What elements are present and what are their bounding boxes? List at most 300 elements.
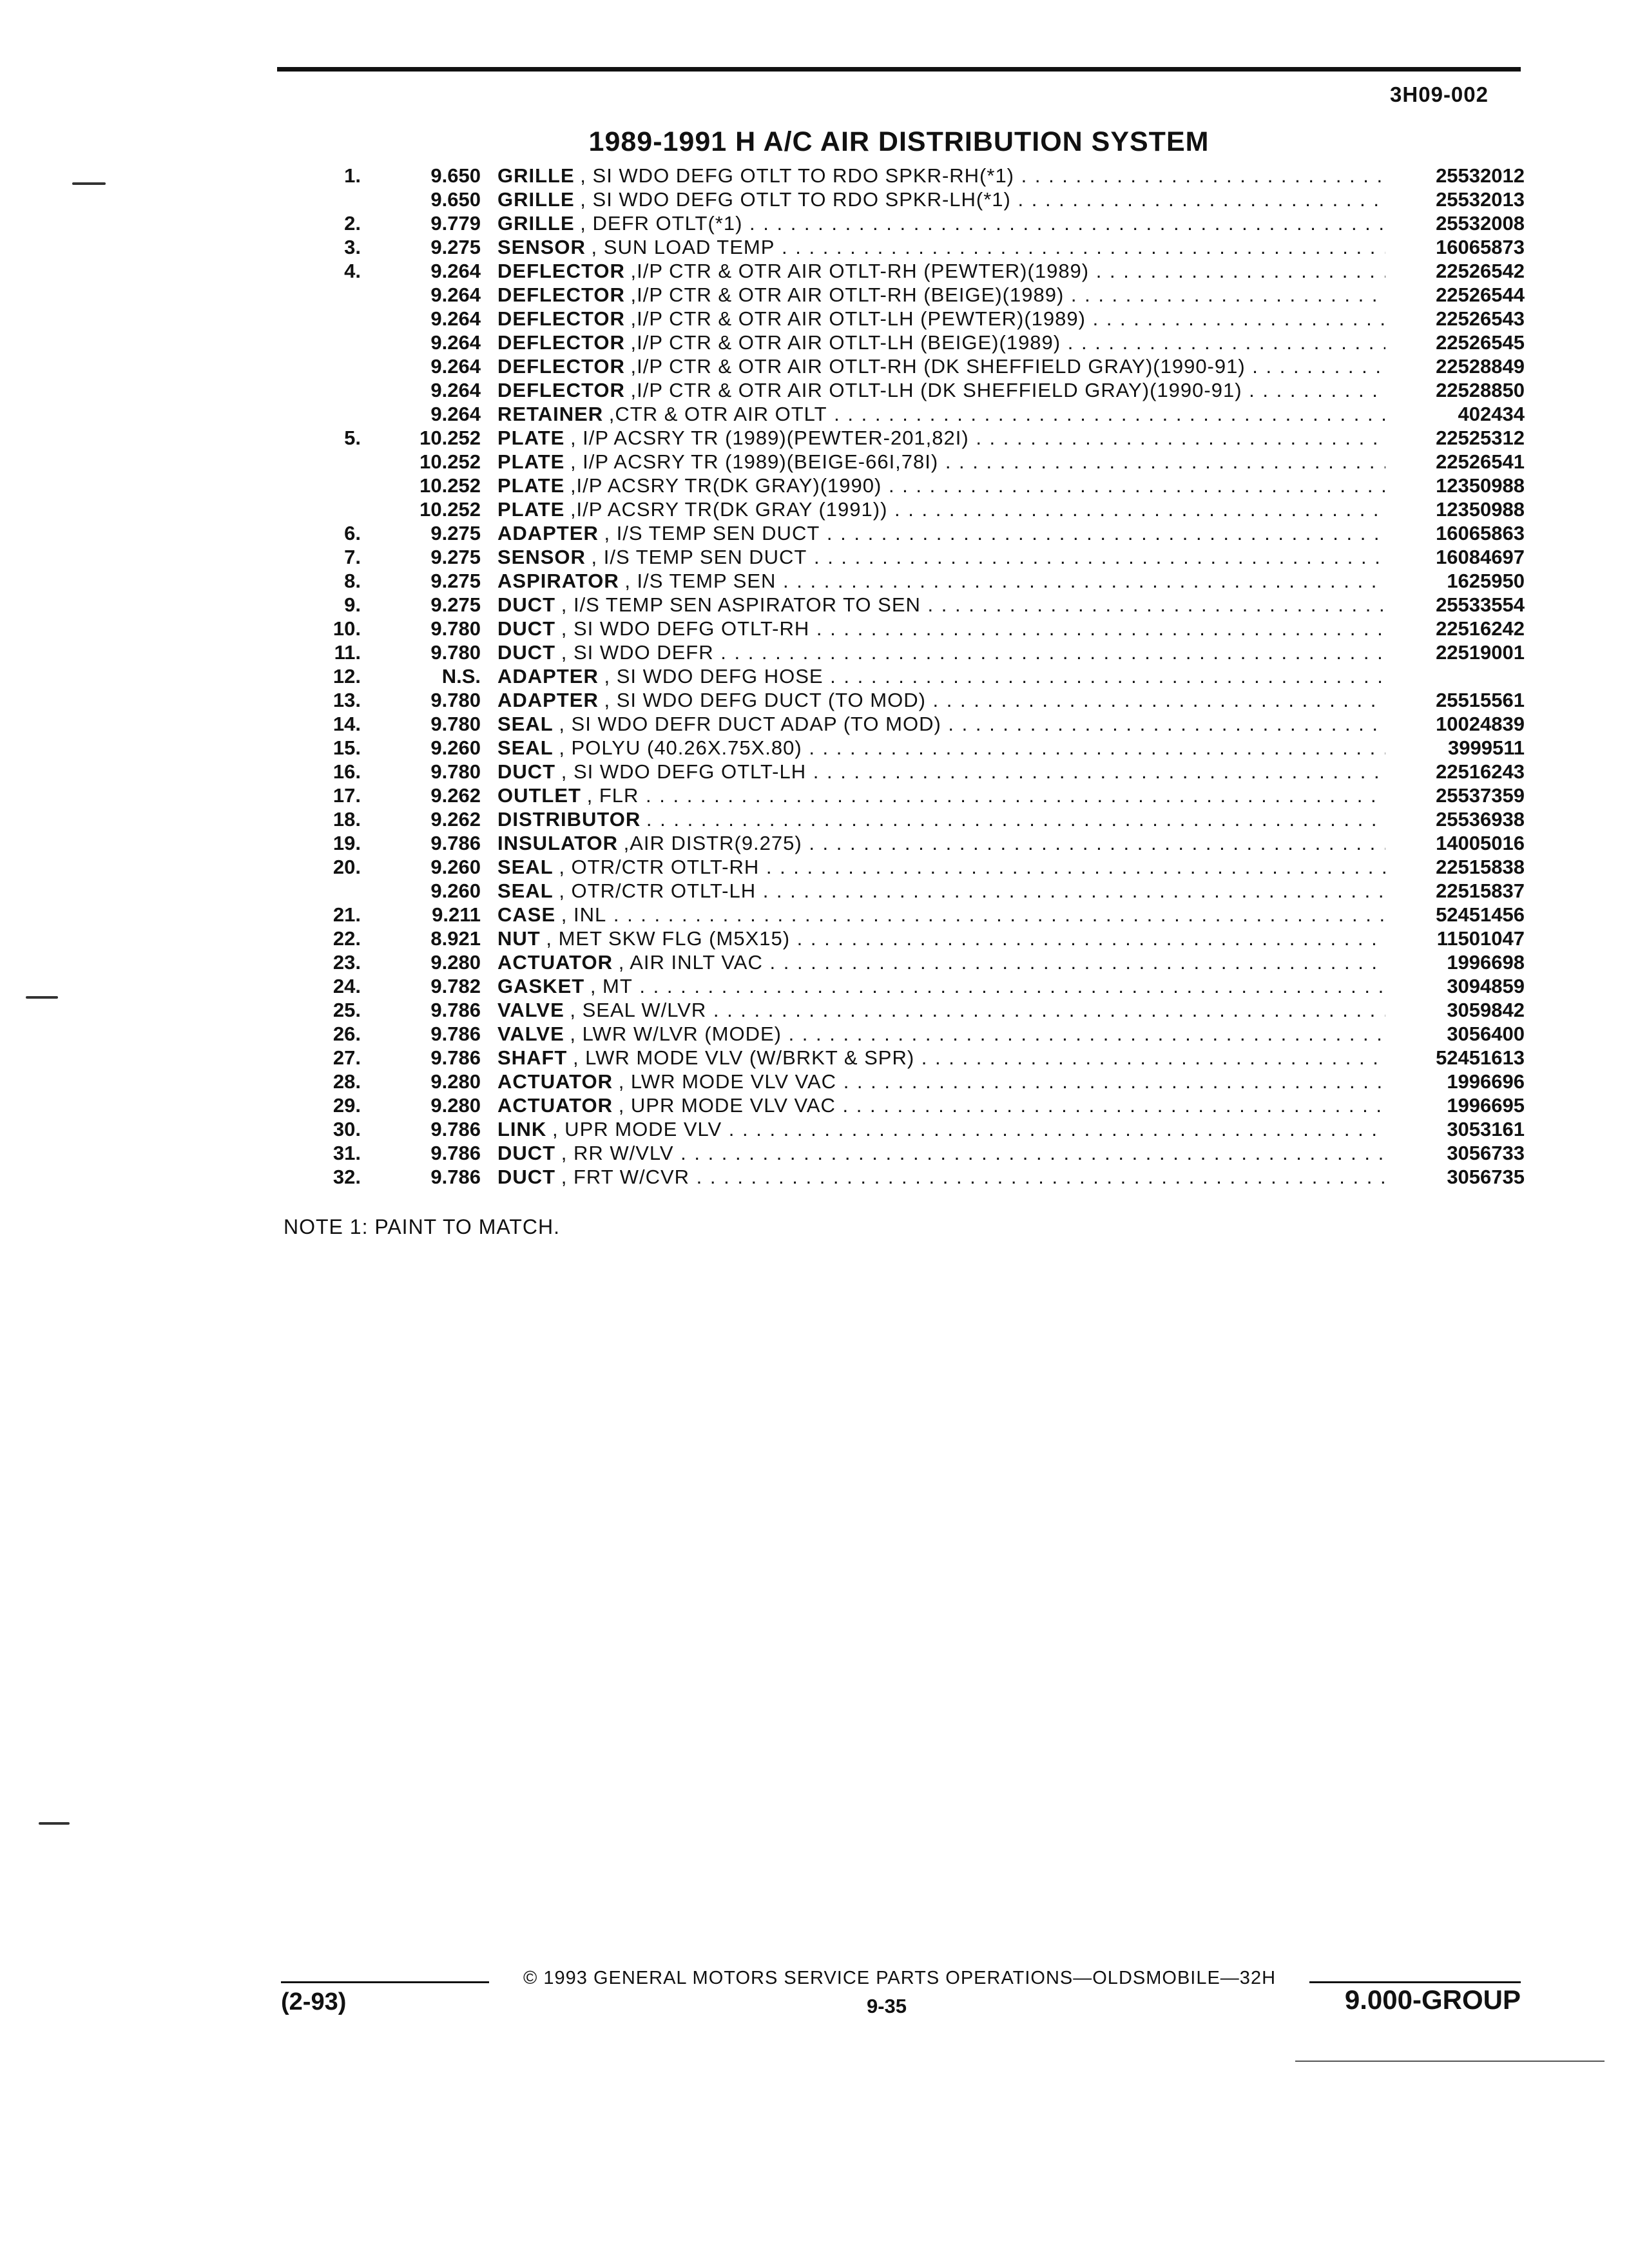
part-detail: , SI WDO DEFG DUCT (TO MOD): [604, 689, 926, 711]
part-name: OUTLET: [497, 784, 581, 807]
part-detail: , AIR INLT VAC: [618, 951, 763, 974]
part-name: GRILLE: [497, 212, 575, 235]
item-number: 24.: [333, 975, 361, 997]
item-number: 27.: [333, 1046, 361, 1069]
part-number: 1996695: [1385, 1093, 1525, 1117]
item-number: 17.: [333, 784, 361, 807]
part-description: [497, 998, 1387, 1022]
part-description: [497, 545, 1387, 569]
part-name: DUCT: [497, 593, 556, 616]
part-number: 14005016: [1385, 831, 1525, 855]
part-detail: , SI WDO DEFG OTLT-LH: [561, 760, 807, 783]
part-number: 22515838: [1385, 855, 1525, 879]
part-number: 3056733: [1385, 1141, 1525, 1165]
group-number: 9.264: [430, 284, 481, 306]
part-number: 11501047: [1385, 927, 1525, 950]
item-number: 23.: [333, 951, 361, 974]
part-row: [0, 378, 1629, 402]
item-number: 2.: [344, 212, 361, 235]
part-row: [0, 831, 1629, 855]
part-description: [497, 259, 1387, 283]
group-number: 9.260: [430, 736, 481, 759]
part-number: 25532008: [1385, 211, 1525, 235]
part-name: SEAL: [497, 713, 554, 735]
part-name: CASE: [497, 903, 556, 926]
part-row: [0, 450, 1629, 474]
part-detail: , I/S TEMP SEN DUCT: [604, 522, 820, 544]
part-number: 22526545: [1385, 331, 1525, 354]
item-number: 18.: [333, 808, 361, 831]
part-description: [497, 1141, 1387, 1165]
part-number: 1996698: [1385, 950, 1525, 974]
part-name: SEAL: [497, 856, 554, 878]
part-detail: , LWR MODE VLV VAC: [618, 1070, 837, 1093]
part-name: VALVE: [497, 1023, 564, 1045]
part-description: [497, 760, 1387, 783]
item-number: 16.: [333, 760, 361, 783]
part-description: [497, 354, 1387, 378]
part-number: 52451613: [1385, 1046, 1525, 1070]
part-number: 3053161: [1385, 1117, 1525, 1141]
group-number: 9.786: [430, 1046, 481, 1069]
part-name: ASPIRATOR: [497, 570, 619, 592]
part-row: [0, 879, 1629, 903]
part-number: 3056400: [1385, 1022, 1525, 1046]
part-detail: , UPR MODE VLV VAC: [618, 1094, 836, 1117]
part-name: DUCT: [497, 641, 556, 664]
part-number: 3059842: [1385, 998, 1525, 1022]
part-number: 22525312: [1385, 426, 1525, 450]
part-row: [0, 974, 1629, 998]
part-number: 402434: [1385, 402, 1525, 426]
part-description: [497, 164, 1387, 187]
group-number: 9.275: [430, 236, 481, 258]
part-row: [0, 474, 1629, 497]
part-description: [497, 1165, 1387, 1189]
part-number: 25532012: [1385, 164, 1525, 187]
group-number: 9.780: [430, 641, 481, 664]
group-number: 8.921: [430, 927, 481, 950]
item-number: 10.: [333, 617, 361, 640]
part-description: [497, 712, 1387, 736]
item-number: 29.: [333, 1094, 361, 1117]
part-description: [497, 1093, 1387, 1117]
part-detail: , RR W/VLV: [561, 1142, 674, 1164]
part-name: ACTUATOR: [497, 1070, 613, 1093]
group-number: 9.275: [430, 593, 481, 616]
part-name: NUT: [497, 927, 541, 950]
part-name: ACTUATOR: [497, 1094, 613, 1117]
part-number: 16084697: [1385, 545, 1525, 569]
part-description: [497, 307, 1387, 331]
revision-date: (2-93): [281, 1988, 347, 2015]
group-number: 9.786: [430, 1118, 481, 1140]
part-name: DUCT: [497, 1142, 556, 1164]
part-description: [497, 569, 1387, 593]
part-description: [497, 927, 1387, 950]
part-number: 3094859: [1385, 974, 1525, 998]
part-description: [497, 688, 1387, 712]
part-row: [0, 1070, 1629, 1093]
part-description: [497, 450, 1387, 474]
group-number: 9.262: [430, 808, 481, 831]
part-number: 12350988: [1385, 497, 1525, 521]
part-detail: ,AIR DISTR(9.275): [623, 832, 802, 854]
item-number: 20.: [333, 856, 361, 878]
part-detail: , LWR MODE VLV (W/BRKT & SPR): [572, 1046, 915, 1069]
part-row: [0, 1022, 1629, 1046]
part-name: SHAFT: [497, 1046, 568, 1069]
part-row: [0, 760, 1629, 783]
part-name: GRILLE: [497, 164, 575, 187]
group-number: N.S.: [441, 665, 481, 687]
part-name: DEFLECTOR: [497, 355, 625, 378]
part-name: SENSOR: [497, 236, 586, 258]
part-row: [0, 807, 1629, 831]
part-description: [497, 426, 1387, 450]
part-detail: , SI WDO DEFG OTLT TO RDO SPKR-LH(*1): [580, 188, 1011, 211]
part-description: [497, 807, 1387, 831]
part-detail: , FLR: [586, 784, 639, 807]
part-detail: , DEFR OTLT(*1): [580, 212, 743, 235]
part-row: [0, 235, 1629, 259]
part-name: VALVE: [497, 999, 564, 1021]
part-name: DEFLECTOR: [497, 331, 625, 354]
part-number: 22526544: [1385, 283, 1525, 307]
part-name: ADAPTER: [497, 665, 599, 687]
part-description: [497, 593, 1387, 617]
part-detail: , OTR/CTR OTLT-RH: [559, 856, 760, 878]
part-name: RETAINER: [497, 403, 604, 425]
part-detail: , I/P ACSRY TR (1989)(PEWTER-201,82I): [570, 427, 969, 449]
part-detail: , SI WDO DEFG HOSE: [604, 665, 824, 687]
part-name: DEFLECTOR: [497, 307, 625, 330]
part-detail: ,I/P CTR & OTR AIR OTLT-RH (DK SHEFFIELD GRAY)(1990-91): [630, 355, 1246, 378]
part-row: [0, 545, 1629, 569]
part-detail: , FRT W/CVR: [561, 1166, 690, 1188]
part-number: 10024839: [1385, 712, 1525, 736]
part-description: [497, 1117, 1387, 1141]
part-row: [0, 736, 1629, 760]
part-name: ADAPTER: [497, 522, 599, 544]
part-description: [497, 831, 1387, 855]
part-detail: ,I/P CTR & OTR AIR OTLT-LH (BEIGE)(1989): [630, 331, 1061, 354]
item-number: 14.: [333, 713, 361, 735]
part-detail: , POLYU (40.26X.75X.80): [559, 736, 802, 759]
group-number: 9.280: [430, 1070, 481, 1093]
part-name: DUCT: [497, 760, 556, 783]
part-number: 16065873: [1385, 235, 1525, 259]
part-row: [0, 211, 1629, 235]
part-number: 22526541: [1385, 450, 1525, 474]
part-name: DEFLECTOR: [497, 260, 625, 282]
part-name: PLATE: [497, 498, 565, 521]
part-row: [0, 855, 1629, 879]
part-description: [497, 474, 1387, 497]
group-number: 9.780: [430, 689, 481, 711]
group-number: 9.264: [430, 331, 481, 354]
part-description: [497, 497, 1387, 521]
part-number: 22528850: [1385, 378, 1525, 402]
group-number: 9.780: [430, 760, 481, 783]
part-description: [497, 283, 1387, 307]
part-number: 1625950: [1385, 569, 1525, 593]
part-description: [497, 187, 1387, 211]
scan-mark: [26, 996, 58, 999]
group-number: 10.252: [419, 498, 481, 521]
part-row: [0, 569, 1629, 593]
group-number: 9.211: [432, 903, 481, 926]
group-number: 9.786: [430, 1142, 481, 1164]
part-name: GASKET: [497, 975, 585, 997]
group-number: 9.275: [430, 546, 481, 568]
part-row: [0, 307, 1629, 331]
parts-list: [0, 164, 1629, 1189]
part-name: DEFLECTOR: [497, 379, 625, 401]
item-number: 8.: [344, 570, 361, 592]
item-number: 21.: [333, 903, 361, 926]
item-number: 28.: [333, 1070, 361, 1093]
part-number: 25532013: [1385, 187, 1525, 211]
part-row: [0, 688, 1629, 712]
part-name: ACTUATOR: [497, 951, 613, 974]
scan-edge-line: [1295, 2061, 1605, 2062]
part-description: [497, 640, 1387, 664]
part-name: PLATE: [497, 474, 565, 497]
part-number: 52451456: [1385, 903, 1525, 927]
part-description: [497, 235, 1387, 259]
group-number: 10.252: [419, 427, 481, 449]
part-row: [0, 640, 1629, 664]
part-name: LINK: [497, 1118, 547, 1140]
part-detail: , SI WDO DEFR DUCT ADAP (TO MOD): [559, 713, 941, 735]
part-number: 16065863: [1385, 521, 1525, 545]
part-name: GRILLE: [497, 188, 575, 211]
part-number: 22516243: [1385, 760, 1525, 783]
part-detail: , UPR MODE VLV: [552, 1118, 722, 1140]
part-number: 25515561: [1385, 688, 1525, 712]
part-row: [0, 998, 1629, 1022]
part-detail: , I/P ACSRY TR (1989)(BEIGE-66I,78I): [570, 450, 939, 473]
part-number: 1996696: [1385, 1070, 1525, 1093]
item-number: 9.: [344, 593, 361, 616]
part-row: [0, 664, 1629, 688]
item-number: 3.: [344, 236, 361, 258]
part-row: [0, 259, 1629, 283]
part-name: DUCT: [497, 617, 556, 640]
part-detail: , I/S TEMP SEN ASPIRATOR TO SEN: [561, 593, 921, 616]
part-name: ADAPTER: [497, 689, 599, 711]
part-row: [0, 402, 1629, 426]
item-number: 12.: [333, 665, 361, 687]
part-name: SEAL: [497, 879, 554, 902]
part-detail: , OTR/CTR OTLT-LH: [559, 879, 757, 902]
part-detail: , SI WDO DEFG OTLT TO RDO SPKR-RH(*1): [580, 164, 1015, 187]
part-name: DUCT: [497, 1166, 556, 1188]
part-description: [497, 950, 1387, 974]
group-number: 9.780: [430, 617, 481, 640]
part-row: [0, 950, 1629, 974]
part-description: [497, 903, 1387, 927]
part-row: [0, 1046, 1629, 1070]
part-description: [497, 736, 1387, 760]
part-name: SENSOR: [497, 546, 586, 568]
part-row: [0, 426, 1629, 450]
group-number: 9.650: [430, 164, 481, 187]
part-description: [497, 664, 1387, 688]
part-number: 22516242: [1385, 617, 1525, 640]
group-number: 9.260: [430, 856, 481, 878]
item-number: 6.: [344, 522, 361, 544]
item-number: 15.: [333, 736, 361, 759]
part-number: 25533554: [1385, 593, 1525, 617]
part-row: [0, 1165, 1629, 1189]
group-number: 9.650: [430, 188, 481, 211]
part-row: [0, 497, 1629, 521]
part-description: [497, 1046, 1387, 1070]
part-detail: , INL: [561, 903, 607, 926]
part-detail: ,I/P CTR & OTR AIR OTLT-RH (BEIGE)(1989): [630, 284, 1065, 306]
part-row: [0, 1141, 1629, 1165]
group-number: 9.260: [430, 879, 481, 902]
part-name: DISTRIBUTOR: [497, 808, 641, 831]
item-number: 5.: [344, 427, 361, 449]
part-detail: , SEAL W/LVR: [570, 999, 707, 1021]
part-name: SEAL: [497, 736, 554, 759]
part-name: PLATE: [497, 427, 565, 449]
item-number: 1.: [344, 164, 361, 187]
part-description: [497, 617, 1387, 640]
part-row: [0, 903, 1629, 927]
part-description: [497, 521, 1387, 545]
scan-mark: [39, 1822, 70, 1825]
part-detail: , I/S TEMP SEN DUCT: [591, 546, 807, 568]
group-number: 9.786: [430, 1023, 481, 1045]
group-number: 9.280: [430, 951, 481, 974]
group-number: 9.786: [430, 832, 481, 854]
part-detail: , SI WDO DEFR: [561, 641, 714, 664]
item-number: 4.: [344, 260, 361, 282]
part-detail: , SI WDO DEFG OTLT-RH: [561, 617, 810, 640]
part-row: [0, 783, 1629, 807]
part-number: 25536938: [1385, 807, 1525, 831]
group-number: 9.264: [430, 379, 481, 401]
part-description: [497, 1022, 1387, 1046]
group-number: 9.786: [430, 1166, 481, 1188]
part-number: 22526543: [1385, 307, 1525, 331]
part-detail: ,I/P CTR & OTR AIR OTLT-RH (PEWTER)(1989): [630, 260, 1090, 282]
group-number: 9.275: [430, 570, 481, 592]
part-description: [497, 879, 1387, 903]
page-title: 1989-1991 H A/C AIR DISTRIBUTION SYSTEM: [588, 126, 1210, 157]
group-number: 9.779: [430, 212, 481, 235]
part-name: DEFLECTOR: [497, 284, 625, 306]
group-number: 9.264: [430, 403, 481, 425]
part-name: INSULATOR: [497, 832, 618, 854]
part-row: [0, 354, 1629, 378]
group-number: 9.264: [430, 307, 481, 330]
part-row: [0, 617, 1629, 640]
scan-mark: [72, 182, 106, 185]
group-number: 9.275: [430, 522, 481, 544]
part-row: [0, 521, 1629, 545]
footnote: NOTE 1: PAINT TO MATCH.: [284, 1215, 560, 1238]
part-row: [0, 593, 1629, 617]
part-number: 3056735: [1385, 1165, 1525, 1189]
part-row: [0, 927, 1629, 950]
group-number: 9.786: [430, 999, 481, 1021]
part-detail: ,I/P ACSRY TR(DK GRAY (1991)): [570, 498, 888, 521]
top-rule: [277, 67, 1521, 72]
part-number: 22519001: [1385, 640, 1525, 664]
item-number: 11.: [334, 641, 361, 664]
part-number: 25537359: [1385, 783, 1525, 807]
page-number: 9-35: [866, 1995, 907, 2017]
part-row: [0, 164, 1629, 187]
part-row: [0, 331, 1629, 354]
part-detail: ,I/P CTR & OTR AIR OTLT-LH (DK SHEFFIELD GRAY)(1990-91): [630, 379, 1242, 401]
part-description: [497, 211, 1387, 235]
part-number: 3999511: [1385, 736, 1525, 760]
part-description: [497, 1070, 1387, 1093]
part-number: 12350988: [1385, 474, 1525, 497]
item-number: 22.: [333, 927, 361, 950]
part-row: [0, 187, 1629, 211]
part-detail: , LWR W/LVR (MODE): [570, 1023, 782, 1045]
part-row: [0, 1117, 1629, 1141]
part-description: [497, 402, 1387, 426]
part-detail: , SUN LOAD TEMP: [591, 236, 775, 258]
part-number: 22515837: [1385, 879, 1525, 903]
part-number: 22526542: [1385, 259, 1525, 283]
item-number: 31.: [333, 1142, 361, 1164]
document-code: 3H09-002: [1390, 82, 1489, 106]
group-number: 10.252: [419, 450, 481, 473]
footer-rule-right: [1309, 1981, 1521, 1983]
copyright-text: © 1993 GENERAL MOTORS SERVICE PARTS OPERATIONS—OLDSMOBILE—32H: [523, 1968, 1277, 1988]
part-detail: ,CTR & OTR AIR OTLT: [608, 403, 827, 425]
part-detail: , MT: [590, 975, 633, 997]
part-detail: , MET SKW FLG (M5X15): [546, 927, 791, 950]
part-number: 22528849: [1385, 354, 1525, 378]
item-number: 30.: [333, 1118, 361, 1140]
part-detail: , I/S TEMP SEN: [624, 570, 776, 592]
group-number: 9.262: [430, 784, 481, 807]
group-number: 9.780: [430, 713, 481, 735]
item-number: 25.: [333, 999, 361, 1021]
footer-rule-left: [281, 1981, 489, 1983]
part-description: [497, 974, 1387, 998]
group-number: 9.264: [430, 260, 481, 282]
part-description: [497, 331, 1387, 354]
part-row: [0, 283, 1629, 307]
part-detail: ,I/P ACSRY TR(DK GRAY)(1990): [570, 474, 882, 497]
item-number: 26.: [333, 1023, 361, 1045]
part-description: [497, 378, 1387, 402]
group-number: 10.252: [419, 474, 481, 497]
part-description: [497, 855, 1387, 879]
item-number: 19.: [333, 832, 361, 854]
group-number: 9.280: [430, 1094, 481, 1117]
part-description: [497, 783, 1387, 807]
part-detail: ,I/P CTR & OTR AIR OTLT-LH (PEWTER)(1989): [630, 307, 1086, 330]
group-label: 9.000-GROUP: [1344, 1984, 1521, 2015]
group-number: 9.264: [430, 355, 481, 378]
part-row: [0, 1093, 1629, 1117]
item-number: 13.: [333, 689, 361, 711]
item-number: 32.: [333, 1166, 361, 1188]
part-name: PLATE: [497, 450, 565, 473]
